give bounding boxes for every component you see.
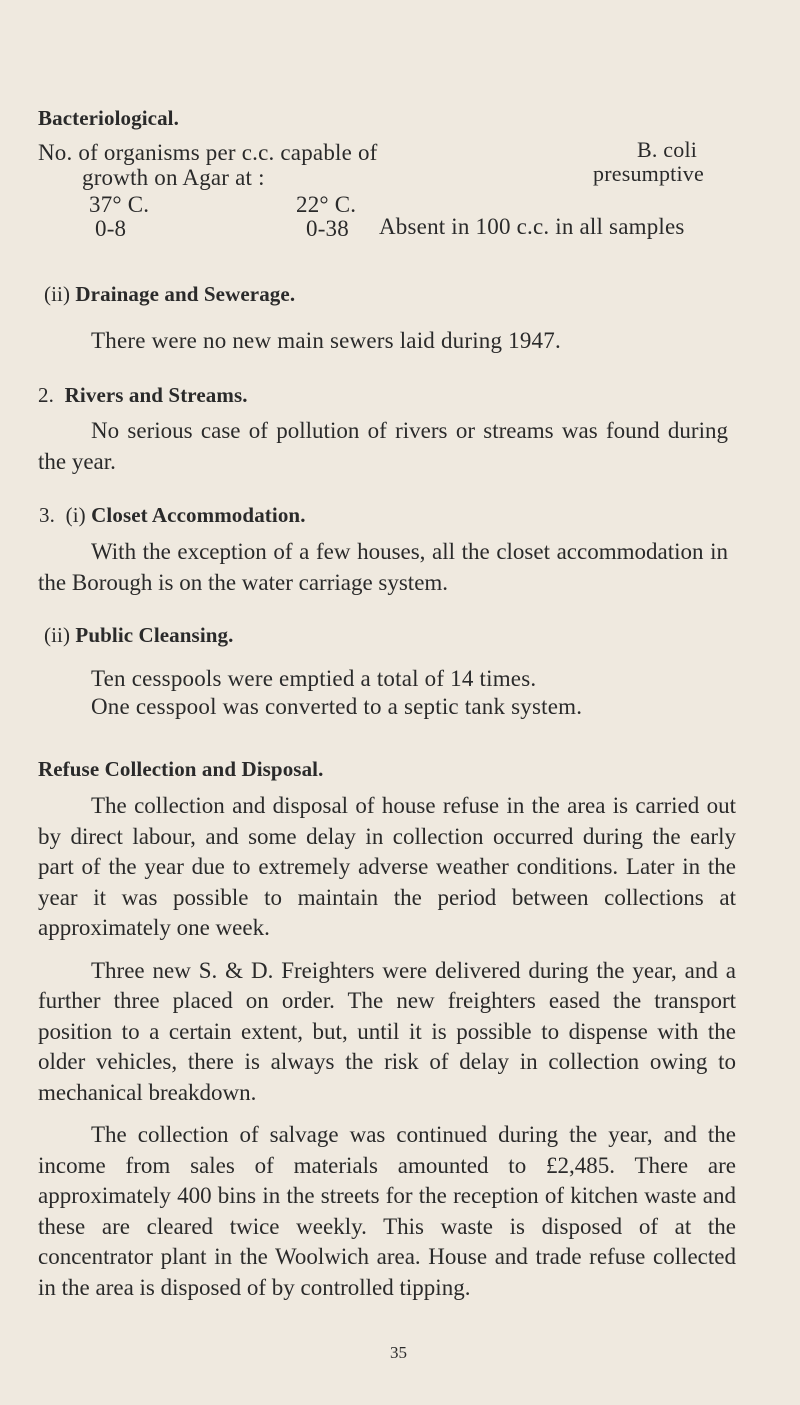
cleansing-heading (44, 623, 233, 648)
closet-text: With the exception of a few houses, all the closet accommodation in the Borough is on the water carriage system. (38, 539, 728, 595)
refuse-paragraph-2: Three new S. & D. Freighters were delivered during the year, and a further three placed on order. The new freighters eased the transport position to a certain extent, but, until it is possible to dispense with the older vehicles, there is always the risk of delay in collection owing to mechanical breakdown. (38, 957, 736, 1105)
cleansing-title: Public Cleansing. (75, 623, 234, 647)
closet-number: 3. (39, 503, 55, 527)
drainage-heading (44, 282, 295, 307)
temperature-37-label: 37° C. (89, 192, 150, 217)
drainage-text: There were no new main sewers laid during 1947. (91, 328, 561, 353)
rivers-number: 2. (38, 383, 54, 407)
closet-sub-number: (i) (65, 503, 86, 527)
rivers-heading (38, 383, 248, 408)
bacteriological-heading: Bacteriological. (38, 106, 179, 130)
temperature-22-label: 22° C. (296, 192, 357, 217)
rivers-text: No serious case of pollution of rivers or streams was found during the year. (38, 418, 728, 474)
value-37: 0-8 (95, 216, 127, 241)
closet-title: Closet Accommodation. (91, 503, 306, 527)
rivers-paragraph (38, 416, 728, 477)
value-22: 0-38 (306, 216, 349, 241)
refuse-paragraph-3: The collection of salvage was continued during the year, and the income from sales of materials amounted to £2,485. There are approximately 400 bins in the streets for the reception of kitchen waste and these are cleared twice weekly. This waste is disposed of at the concentrator plant in the Woolwich area. House and trade refuse collected in the area is disposed of by controlled tipping. (38, 1122, 736, 1300)
refuse-paragraph-1: The collection and disposal of house refuse in the area is carried out by direct labour, and some delay in collection occurred during the early part of the year due to extremely adverse weather conditions. Later in the year it was possible to maintain the period between collections at approximately one week. (38, 793, 736, 940)
bcoli-label-line-2: presumptive (593, 161, 704, 186)
page-number: 35 (390, 1343, 407, 1362)
cleansing-number: (ii) (44, 623, 71, 647)
bcoli-label-line-1: B. coli (637, 137, 698, 162)
closet-heading (39, 503, 306, 528)
cleansing-line-1: Ten cesspools were emptied a total of 14 times. (91, 666, 537, 691)
closet-paragraph (38, 537, 728, 598)
drainage-number: (ii) (44, 282, 71, 306)
rivers-title: Rivers and Streams. (64, 383, 248, 407)
refuse-heading: Refuse Collection and Disposal. (38, 757, 324, 781)
bcoli-result: Absent in 100 c.c. in all samples (379, 214, 685, 239)
drainage-title: Drainage and Sewerage. (75, 282, 296, 306)
cleansing-line-2: One cesspool was converted to a septic tank system. (91, 694, 583, 719)
refuse-paragraphs (38, 791, 736, 1303)
document-page (38, 0, 743, 1405)
organisms-line-2: growth on Agar at : (82, 165, 265, 190)
organisms-line-1: No. of organisms per c.c. capable of (38, 140, 378, 165)
